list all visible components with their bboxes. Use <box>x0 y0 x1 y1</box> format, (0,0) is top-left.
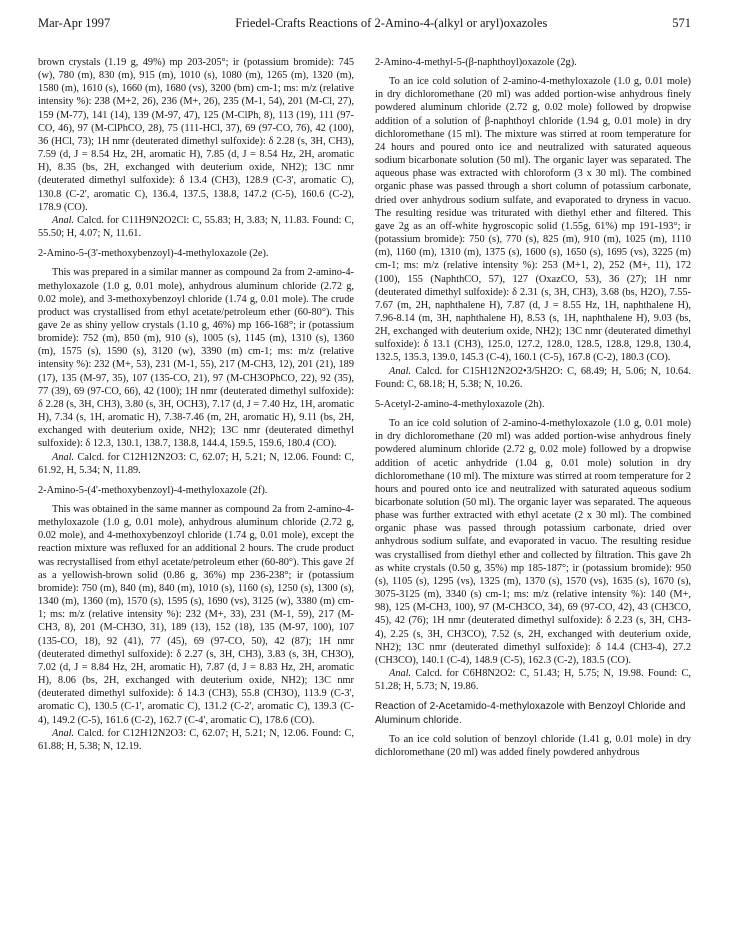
running-title: Friedel-Crafts Reactions of 2-Amino-4-(alkyl or aryl)oxazoles <box>235 16 548 30</box>
two-column-body <box>38 56 691 759</box>
heading-reaction: Reaction of 2-Acetamido-4-methyloxazole with Benzoyl Chloride and Aluminum chloride. <box>375 701 686 726</box>
running-head <box>38 16 691 42</box>
analysis-2g <box>375 365 691 391</box>
paragraph-reaction: To an ice cold solution of benzoyl chloride (1.41 g, 0.01 mole) in dry dichloromethane (20 ml) was added finely powdered anhydrous <box>375 733 691 758</box>
paragraph-2f: This was obtained in the same manner as compound 2a from 2-amino-4-methyloxazole (1.0 g, 0.01 mole), anhydrous aluminum chloride (2.72 g, 0.02 mole), and 4-methoxybenzoyl chloride (1.74 g, 0.01 mole), except the reaction mixture was refluxed for an additional 2 hours. The crude product was recrystallised from ethyl acetate/petroleum ether (60-80°). This gave 2f as a yellowish-brown solid (0.86 g, 36%) mp 236-238°; ir (potassium bromide): 750 (m), 840 (m), 840 (m), 1010 (s), 1160 (s), 1250 (s), 1300 (s), 1340 (m), 1360 (m), 1570 (s), 1595 (s), 1690 (vs), 3125 (w), 3380 (m) cm-1; ms: m/z (relative intensity %): 232 (M+, 33), 231 (M-1, 59), 217 (M-CH3, 8), 201 (M-CH3O, 31), 189 (13), 152 (18), 135 (M-97, 100), 107 (135-CO, 18), 92 (41), 77 (45), 69 (97-CO, 50), 42 (87); 1H nmr (deuterated dimethyl sulfoxide): δ 2.27 (s, 3H, CH3), 3.83 (s, 3H, CH3O), 7.02 (d, J = 8.84 Hz, 2H, aromatic H), 7.87 (d, J = 8.83 Hz, 2H, aromatic H), 8.06 (bs, 2H, exchanged with deuterium oxide, NH2); 13C nmr (deuterated dimethyl sulfoxide): δ 14.3 (CH3), 55.8 (CH3O), 113.9 (C-3', aromatic C), 130.5 (C-1', aromatic C), 131.2 (C-2', aromatic C), 139.3 (C-4), 149.2 (C-5), 161.6 (C-2), 162.7 (C-4', aromatic C), 178.6 (CO). <box>38 504 354 726</box>
analysis-label: Anal. <box>52 214 75 226</box>
paragraph-2g: To an ice cold solution of 2-amino-4-methyloxazole (1.0 g, 0.01 mole) in dry dichloromethane (20 ml) was added portion-wise anhydrous finely powdered aluminum chloride (2.72 g, 0.02 mole) followed by dropwise addition of a solution of β-naphthoyl chloride (1.94 g, 0.01 mole) in dry dichloromethane (15 ml). The mixture was stirred at room temperature for 24 hours and poured onto ice and neutralized with saturated aqueous sodium bicarbonate solution (50 ml). The organic layer was separated. The aqueous phase was extracted with chloroform (3 x 30 ml). The combined organic phase was passed through a short column of potassium carbonate, dried over anhydrous sodium sulfate, and evaporated to dryness in vacuo. The resulting residue was triturated with diethyl ether and filtered. This gave 2g as an off-white hygroscopic solid (1.55g, 61%) mp 191-193°; ir (potassium bromide): 750 (s), 770 (s), 825 (m), 910 (m), 1025 (m), 1110 (m), 1160 (m), 1310 (m), 1375 (s), 1600 (s), 1650 (s), 1695 (vs), 3225 (m) cm-1; ms: m/z (relative intensity %): 253 (M+1, 2), 252 (M+, 11), 172 (100), 155 (NaphthCO, 57), 127 (OxazCO, 53), 36 (27); 1H nmr (deuterated dimethyl sulfoxide): δ 2.31 (s, 3H, CH3), 3.68 (bs, H2O), 7.55-7.67 (m, 2H, naphthalene H), 7.87 (d, J = 8.55 Hz, 1H, naphthalene H), 7.96-8.14 (m, 3H, naphthalene H), 8.53 (s, 1H, naphthalene H), 9.03 (bs, 2H, exchanged with deuterium oxide, NH2); 13C nmr (deuterated dimethyl sulfoxide): δ 13.1 (CH3), 125.0, 127.2, 128.0, 128.5, 128.8, 129.8, 130.4, 132.5, 135.3, 139.0, 145.3 (C-4), 160.1 (C-5), 167.8 (C-2), 180.3 (CO). <box>375 76 691 364</box>
analysis-label: Anal. <box>52 451 75 463</box>
paragraph-2d-data: brown crystals (1.19 g, 49%) mp 203-205°; ir (potassium bromide): 745 (w), 780 (m), 830 (m), 915 (m), 1010 (s), 1080 (m), 1265 (m), 1320 (m), 1580 (m), 1610 (s), 1660 (m), 1680 (vs), 3200 (bm) cm-1; ms: m/z (relative intensity %): 238 (M+2, 26), 236 (M+, 26), 235 (M-1, 54), 201 (M-Cl, 27), 159 (M-77), 141 (14), 139 (M-97, 47), 125 (M-ClPh, 8), 113 (19), 111 (97-CO, 46), 97 (M-ClPhCO, 28), 75 (111-HCl, 37), 69 (97-CO, 76), 42 (100), 36 (HCl, 73); 1H nmr (deuterated dimethyl sulfoxide): δ 2.28 (s, 3H, CH3), 7.59 (d, J = 8.54 Hz, 2H, aromatic H), 7.85 (d, J = 8.54 Hz, 2H, aromatic H), 8.35 (bs, 2H, exchanged with deuterium oxide, NH2); 13C nmr (deuterated dimethyl sulfoxide): δ 13.4 (CH3), 128.9 (C-3', aromatic C), 130.8 (C-2', aromatic C), 136.4, 137.5, 138.8, 147.2 (C-5), 160.6 (C-2), 178.9 (CO). <box>38 57 354 213</box>
analysis-text: Calcd. for C15H12N2O2•3/5H2O: C, 68.49; H, 5.06; N, 10.64. Found: C, 68.18; H, 5.38; N, 10.26. <box>375 365 691 390</box>
analysis-text: Calcd. for C12H12N2O3: C, 62.07; H, 5.21; N, 12.06. Found: C, 61.92, H, 5.34; N, 11.89. <box>38 451 354 476</box>
issue-date: Mar-Apr 1997 <box>38 16 111 30</box>
analysis-2h <box>375 667 691 693</box>
paragraph-2e: This was prepared in a similar manner as compound 2a from 2-amino-4-methyloxazole (1.0 g, 0.01 mole), anhydrous aluminum chloride (2.72 g, 0.02 mole), and 3-methoxybenzoyl chloride (1.74 g, 0.01 mole). The crude product was crystallised from ethyl acetate/petroleum ether (60-80°). This gave 2e as shiny yellow crystals (1.10 g, 46%) mp 166-168°; ir (potassium bromide): 752 (m), 850 (m), 910 (s), 1005 (s), 1145 (m), 1310 (s), 1360 (m), 1575 (s), 1590 (s), 3120 (w), 3390 (m) cm-1; ms: m/z (relative intensity %): 232 (M+, 53), 231 (M-1, 55), 217 (M-CH3, 12), 201 (21), 189 (17), 135 (M-97, 35), 107 (135-CO, 21), 97 (M-CH3OPhCO, 22), 92 (35), 77 (39), 69 (97-CO, 66), 42 (100); 1H nmr (deuterated dimethyl sulfoxide): δ 2.28 (s, 3H, CH3), 3.80 (s, 3H, OCH3), 7.17 (d, J = 7.40 Hz, 1H, aromatic H), 7.34 (s, 1H, aromatic H), 7.38-7.46 (m, 2H, aromatic H), 9.11 (bs, 2H, exchanged with deuterium oxide, NH2); 13C nmr (deuterated dimethyl sulfoxide): δ 12.3, 130.1, 138.7, 138.8, 144.4, 159.5, 159.6, 180.4 (CO). <box>38 267 354 450</box>
analysis-text: Calcd. for C12H12N2O3: C, 62.07; H, 5.21; N, 12.06. Found: C, 61.88; H, 5.38; N, 12.19. <box>38 727 354 752</box>
heading-2h: 5-Acetyl-2-amino-4-methyloxazole (2h). <box>375 398 545 410</box>
analysis-2d <box>38 214 354 240</box>
right-column <box>375 56 691 759</box>
page-number: 571 <box>672 16 691 30</box>
analysis-text: Calcd. for C11H9N2O2Cl: C, 55.83; H, 3.83; N, 11.83. Found: C, 55.50; H, 4.07; N, 11.61. <box>38 214 355 240</box>
analysis-label: Anal. <box>389 668 412 680</box>
heading-2f: 2-Amino-5-(4'-methoxybenzoyl)-4-methyloxazole (2f). <box>38 484 268 496</box>
analysis-2e <box>38 451 354 477</box>
analysis-label: Anal. <box>389 365 412 377</box>
heading-2e: 2-Amino-5-(3'-methoxybenzoyl)-4-methyloxazole (2e). <box>38 248 269 260</box>
left-column <box>38 56 354 759</box>
heading-2g: 2-Amino-4-methyl-5-(β-naphthoyl)oxazole (2g). <box>375 57 577 68</box>
analysis-label: Anal. <box>52 727 75 739</box>
analysis-2f <box>38 727 354 753</box>
paragraph-2h: To an ice cold solution of 2-amino-4-methyloxazole (1.0 g, 0.01 mole) in dry dichloromethane (20 ml) was added portion-wise anhydrous finely powdered aluminum chloride (2.72 g, 0.02 mole) followed by a dropwise addition of acetic anhydride (1.04 g, 0.01 mole) solution in dry dichloromethane (10 ml). The mixture was stirred at room temperature for 2 hours and poured onto ice and neutralized with saturated aqueous sodium bicarbonate solution (50 ml). The organic layer was separated. The aqueous phase was further extracted with ethyl acetate (2 x 30 ml). The combined organic phase was passed through potassium carbonate, dried over anhydrous sodium sulfate, and evaporated in vacuo. The resulting residue was crystallised from diethyl ether and collected by filtration. This gave 2h as white crystals (0.50 g, 35%) mp 185-187°; ir (potassium bromide): 950 (s), 1105 (s), 1295 (vs), 1325 (m), 1370 (s), 1570 (vs), 1635 (s), 1670 (s), 3075-3125 (m), 3340 (s) cm-1; ms: m/z (relative intensity %): 140 (M+, 98), 125 (M-CH3, 100), 97 (M-CH3CO, 34), 69 (97-CO, 42), 43 (CH3CO, 45), 42 (76); 1H nmr (deuterated dimethyl sulfoxide): δ 2.23 (s, 3H, CH3-4), 2.25 (s, 3H, CH3CO), 7.52 (s, 2H, exchanged with deuterium oxide, NH2); 13C nmr (deuterated dimethyl sulfoxide): δ 14.4 (CH3-4), 27.2 (CH3CO), 140.1 (C-4), 148.9 (C-5), 162.3 (C-2), 183.5 (CO). <box>375 418 691 666</box>
analysis-text: Calcd. for C6H8N2O2: C, 51.43; H, 5.75; N, 19.98. Found: C, 51.28; H, 5.73; N, 19.86. <box>375 668 691 693</box>
